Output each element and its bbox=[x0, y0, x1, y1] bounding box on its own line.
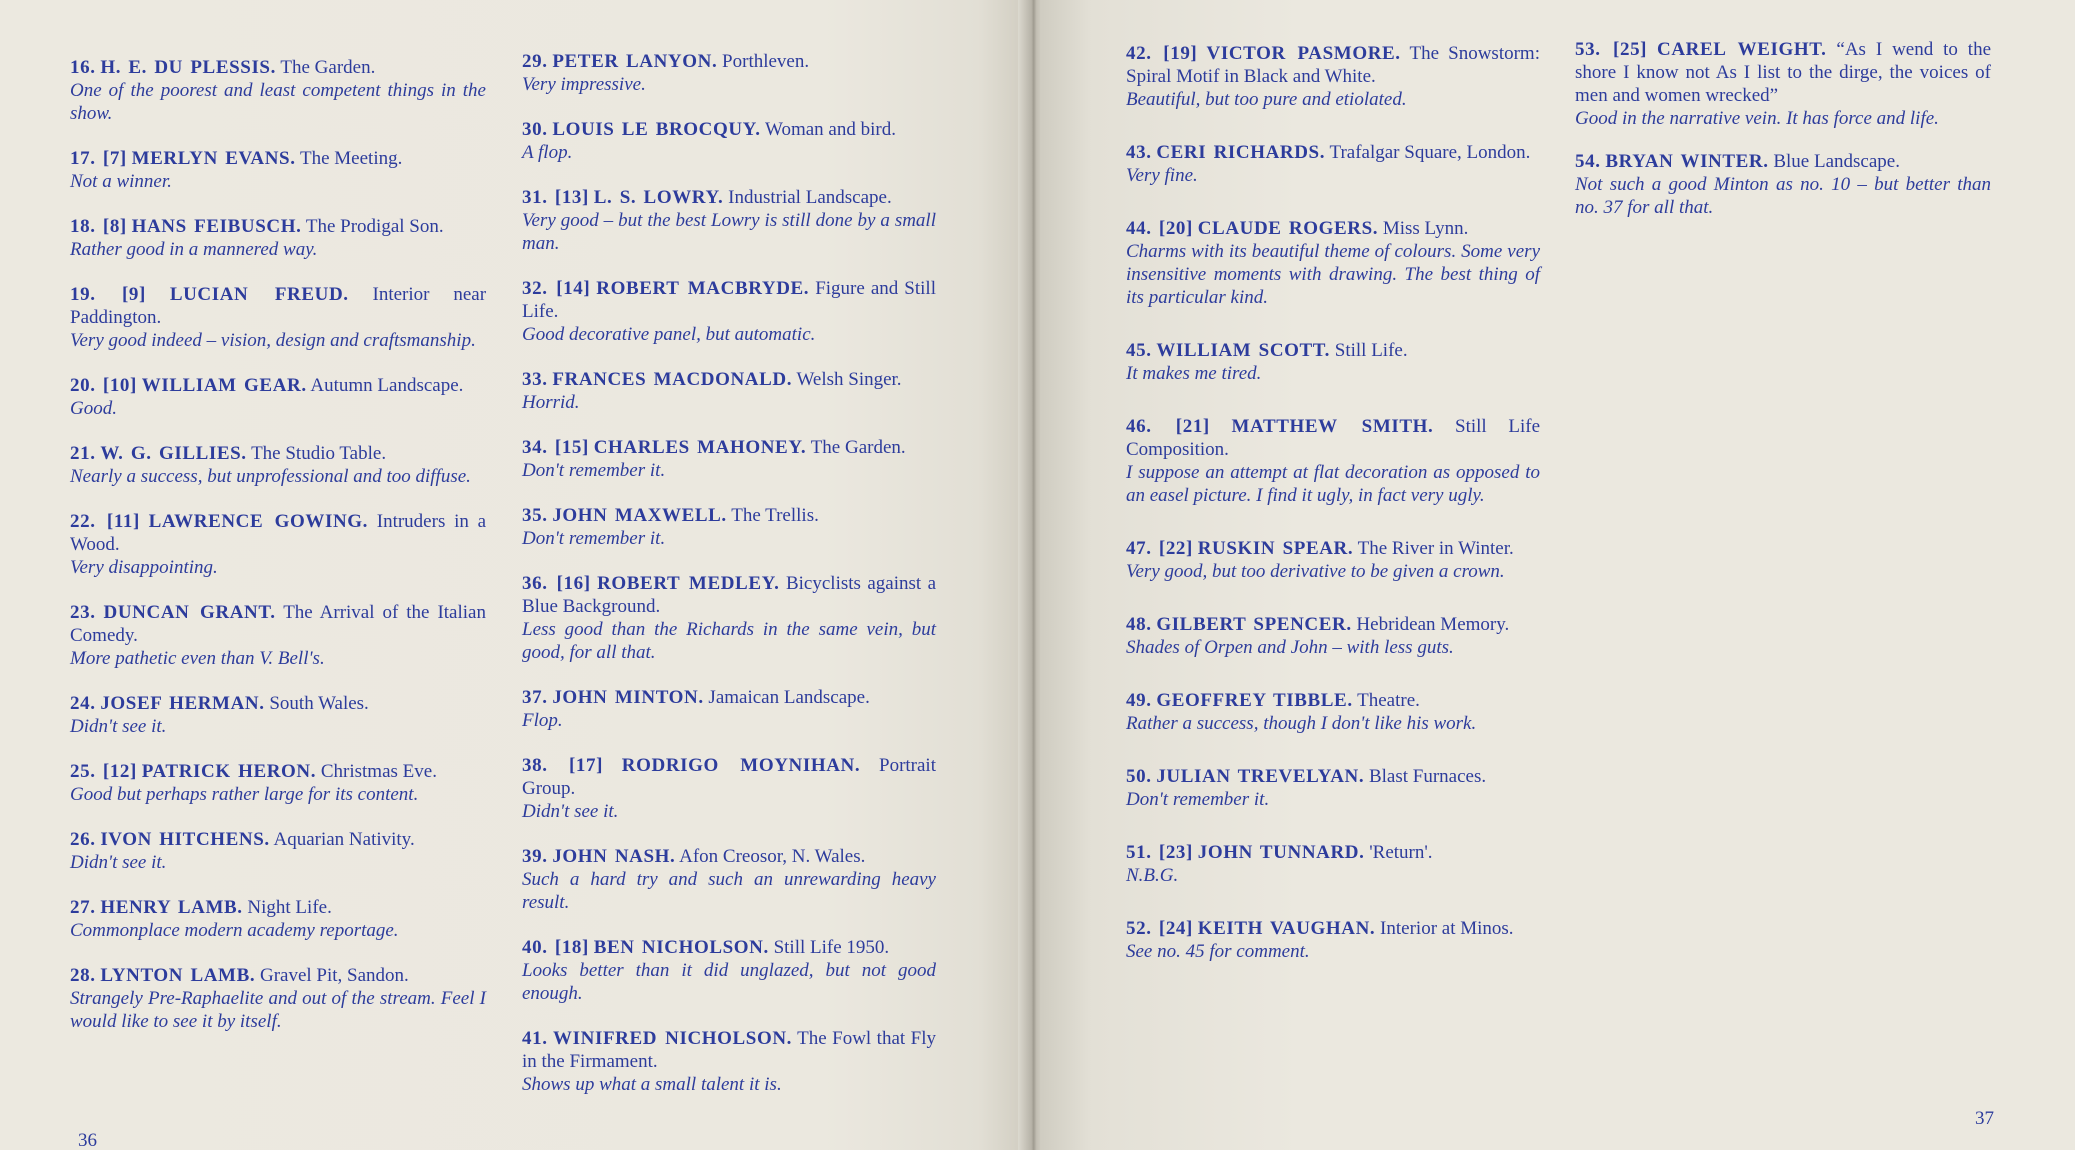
artwork-title: Industrial Landscape. bbox=[728, 187, 892, 208]
catalogue-entry bbox=[522, 845, 936, 914]
entry-number: 51. [23] bbox=[1126, 842, 1193, 863]
artist-name: CLAUDE ROGERS. bbox=[1197, 218, 1379, 239]
catalogue-entry bbox=[70, 896, 486, 942]
critic-comment: Don't remember it. bbox=[1126, 789, 1270, 810]
artwork-title: “As I wend to the shore I know not As I list to the dirge, the voices of men and women wrecked” bbox=[1575, 39, 1992, 106]
critic-comment: More pathetic even than V. Bell's. bbox=[70, 648, 325, 669]
artwork-title: South Wales. bbox=[269, 693, 369, 714]
entry-heading bbox=[1126, 339, 1540, 362]
artwork-title: The River in Winter. bbox=[1357, 538, 1514, 559]
critic-comment: Not such a good Minton as no. 10 – but better than no. 37 for all that. bbox=[1575, 174, 1991, 218]
critic-comment: Very fine. bbox=[1126, 165, 1198, 186]
artist-name: LAWRENCE GOWING. bbox=[148, 511, 368, 532]
critic-comment: Didn't see it. bbox=[70, 716, 167, 737]
critic-comment: See no. 45 for comment. bbox=[1126, 941, 1310, 962]
entry-heading bbox=[522, 436, 936, 459]
critic-comment: Good but perhaps rather large for its content. bbox=[70, 784, 419, 805]
entry-number: 50. bbox=[1126, 766, 1152, 787]
artwork-title: Autumn Landscape. bbox=[310, 375, 464, 396]
artwork-title: Night Life. bbox=[247, 897, 332, 918]
artist-name: W. G. GILLIES. bbox=[100, 443, 247, 464]
entry-number: 35. bbox=[522, 505, 548, 526]
catalogue-entry bbox=[70, 964, 486, 1033]
critic-comment: Commonplace modern academy reportage. bbox=[70, 920, 399, 941]
artist-name: PATRICK HERON. bbox=[141, 761, 317, 782]
catalogue-entry bbox=[522, 368, 936, 414]
artwork-title: Bicyclists against a Blue Background. bbox=[522, 573, 937, 617]
artist-name: LUCIAN FREUD. bbox=[169, 284, 349, 305]
artist-name: VICTOR PASMORE. bbox=[1206, 43, 1401, 64]
entry-heading bbox=[1126, 841, 1540, 864]
catalogue-entry bbox=[522, 118, 936, 164]
entry-heading bbox=[1126, 141, 1540, 164]
artist-name: MATTHEW SMITH. bbox=[1231, 416, 1434, 437]
artwork-title: Gravel Pit, Sandon. bbox=[259, 965, 409, 986]
artwork-title: The Snowstorm: Spiral Motif in Black and White. bbox=[1126, 43, 1540, 87]
artwork-title: Afon Creosor, N. Wales. bbox=[679, 846, 866, 867]
entry-heading bbox=[70, 692, 486, 715]
entry-number: 29. bbox=[522, 51, 548, 72]
artwork-title: Blue Landscape. bbox=[1773, 151, 1900, 172]
critic-comment: Less good than the Richards in the same vein, but good, for all that. bbox=[522, 619, 936, 663]
artwork-title: Miss Lynn. bbox=[1382, 218, 1469, 239]
artwork-title: Still Life Composition. bbox=[1126, 416, 1541, 460]
artwork-title: The Meeting. bbox=[299, 148, 403, 169]
entry-number: 19. [9] bbox=[70, 284, 146, 305]
entry-heading bbox=[522, 368, 936, 391]
left-page-column-2 bbox=[522, 50, 936, 1096]
critic-comment: Looks better than it did unglazed, but not good enough. bbox=[522, 960, 936, 1004]
artist-name: MERLYN EVANS. bbox=[131, 148, 296, 169]
entry-number: 38. [17] bbox=[522, 755, 603, 776]
critic-comment: One of the poorest and least competent things in the show. bbox=[70, 80, 486, 124]
critic-comment: Very good indeed – vision, design and craftsmanship. bbox=[70, 330, 476, 351]
artist-name: IVON HITCHENS. bbox=[100, 829, 270, 850]
artist-name: LOUIS LE BROCQUY. bbox=[552, 119, 761, 140]
critic-comment: Nearly a success, but unprofessional and too diffuse. bbox=[70, 466, 471, 487]
catalogue-entry bbox=[1126, 415, 1540, 507]
artwork-title: The Arrival of the Italian Comedy. bbox=[70, 602, 486, 646]
catalogue-entry bbox=[522, 936, 936, 1005]
entry-number: 17. [7] bbox=[70, 148, 127, 169]
entry-heading bbox=[70, 896, 486, 919]
artwork-title: Trafalgar Square, London. bbox=[1329, 142, 1531, 163]
entry-number: 54. bbox=[1575, 151, 1601, 172]
artwork-title: Blast Furnaces. bbox=[1368, 766, 1487, 787]
catalogue-entry bbox=[1126, 765, 1540, 811]
catalogue-entry bbox=[70, 601, 486, 670]
catalogue-entry bbox=[1126, 841, 1540, 887]
entry-heading bbox=[1126, 217, 1540, 240]
entry-number: 47. [22] bbox=[1126, 538, 1193, 559]
artwork-title: Woman and bird. bbox=[765, 119, 896, 140]
critic-comment: Not a winner. bbox=[70, 171, 172, 192]
entry-heading bbox=[1126, 415, 1540, 461]
artist-name: CAREL WEIGHT. bbox=[1657, 39, 1827, 60]
entry-heading bbox=[522, 277, 936, 323]
entry-heading bbox=[70, 964, 486, 987]
artist-name: JOHN MINTON. bbox=[552, 687, 704, 708]
artist-name: HANS FEIBUSCH. bbox=[131, 216, 302, 237]
entry-heading bbox=[522, 936, 936, 959]
entry-heading bbox=[70, 510, 486, 556]
entry-number: 53. [25] bbox=[1575, 39, 1648, 60]
entry-heading bbox=[1126, 42, 1540, 88]
entry-number: 45. bbox=[1126, 340, 1152, 361]
artwork-title: Portrait Group. bbox=[522, 755, 936, 799]
entry-heading bbox=[1126, 689, 1540, 712]
artist-name: WINIFRED NICHOLSON. bbox=[553, 1028, 793, 1049]
entry-number: 31. [13] bbox=[522, 187, 589, 208]
right-page bbox=[1040, 0, 2075, 1150]
entry-heading bbox=[1126, 917, 1540, 940]
catalogue-entry bbox=[70, 692, 486, 738]
critic-comment: Strangely Pre-Raphaelite and out of the stream. Feel I would like to see it by itself. bbox=[70, 988, 486, 1032]
catalogue-entry bbox=[522, 686, 936, 732]
artist-name: CERI RICHARDS. bbox=[1156, 142, 1326, 163]
entry-number: 49. bbox=[1126, 690, 1152, 711]
artist-name: RODRIGO MOYNIHAN. bbox=[621, 755, 861, 776]
artist-name: JULIAN TREVELYAN. bbox=[1156, 766, 1365, 787]
artist-name: ROBERT MACBRYDE. bbox=[596, 278, 810, 299]
artist-name: WILLIAM GEAR. bbox=[141, 375, 307, 396]
entry-heading bbox=[1126, 613, 1540, 636]
critic-comment: It makes me tired. bbox=[1126, 363, 1262, 384]
entry-number: 36. [16] bbox=[522, 573, 591, 594]
catalogue-entry bbox=[522, 1027, 936, 1096]
catalogue-entry bbox=[522, 50, 936, 96]
artwork-title: Still Life 1950. bbox=[773, 937, 890, 958]
entry-number: 18. [8] bbox=[70, 216, 127, 237]
artist-name: BRYAN WINTER. bbox=[1605, 151, 1769, 172]
entry-number: 39. bbox=[522, 846, 548, 867]
critic-comment: Such a hard try and such an unrewarding heavy result. bbox=[522, 869, 936, 913]
entry-heading bbox=[70, 760, 486, 783]
critic-comment: Shows up what a small talent it is. bbox=[522, 1074, 782, 1095]
artist-name: DUNCAN GRANT. bbox=[103, 602, 276, 623]
entry-heading bbox=[70, 283, 486, 329]
artwork-title: Intruders in a Wood. bbox=[70, 511, 487, 555]
entry-number: 32. [14] bbox=[522, 278, 591, 299]
entry-heading bbox=[70, 215, 486, 238]
critic-comment: A flop. bbox=[522, 142, 573, 163]
artist-name: RUSKIN SPEAR. bbox=[1197, 538, 1354, 559]
entry-number: 34. [15] bbox=[522, 437, 589, 458]
catalogue-entry bbox=[70, 374, 486, 420]
entry-number: 24. bbox=[70, 693, 96, 714]
artist-name: KEITH VAUGHAN. bbox=[1197, 918, 1376, 939]
artist-name: HENRY LAMB. bbox=[100, 897, 243, 918]
artwork-title: Hebridean Memory. bbox=[1356, 614, 1510, 635]
entry-number: 20. [10] bbox=[70, 375, 137, 396]
entry-number: 21. bbox=[70, 443, 96, 464]
right-page-column-1 bbox=[1126, 42, 1540, 963]
entry-heading bbox=[522, 1027, 936, 1073]
catalogue-entry bbox=[1126, 217, 1540, 309]
entry-heading bbox=[522, 754, 936, 800]
artist-name: FRANCES MACDONALD. bbox=[552, 369, 793, 390]
artwork-title: The Studio Table. bbox=[251, 443, 387, 464]
entry-heading bbox=[70, 601, 486, 647]
entry-heading bbox=[70, 828, 486, 851]
artwork-title: Jamaican Landscape. bbox=[708, 687, 870, 708]
catalogue-entry bbox=[70, 828, 486, 874]
artwork-title: Welsh Singer. bbox=[796, 369, 902, 390]
entry-heading bbox=[522, 504, 936, 527]
catalogue-entry bbox=[1126, 339, 1540, 385]
entry-heading bbox=[1126, 537, 1540, 560]
entry-heading bbox=[1575, 150, 1991, 173]
critic-comment: Charms with its beautiful theme of colours. Some very insensitive moments with drawing. The best thing of its particular kind. bbox=[1126, 241, 1540, 308]
artwork-title: Interior at Minos. bbox=[1380, 918, 1514, 939]
entry-number: 27. bbox=[70, 897, 96, 918]
artwork-title: The Fowl that Fly in the Firmament. bbox=[522, 1028, 936, 1072]
catalogue-entry bbox=[70, 215, 486, 261]
catalogue-entry bbox=[522, 186, 936, 255]
entry-number: 23. bbox=[70, 602, 96, 623]
entry-number: 22. [11] bbox=[70, 511, 140, 532]
critic-comment: Horrid. bbox=[522, 392, 580, 413]
critic-comment: Rather a success, though I don't like his work. bbox=[1126, 713, 1477, 734]
entry-number: 44. [20] bbox=[1126, 218, 1193, 239]
artwork-title: The Garden. bbox=[280, 57, 376, 78]
artist-name: JOHN TUNNARD. bbox=[1197, 842, 1365, 863]
critic-comment: Good in the narrative vein. It has force and life. bbox=[1575, 108, 1939, 129]
entry-heading bbox=[70, 374, 486, 397]
critic-comment: Beautiful, but too pure and etiolated. bbox=[1126, 89, 1407, 110]
catalogue-entry bbox=[1126, 537, 1540, 583]
artist-name: JOHN NASH. bbox=[552, 846, 676, 867]
critic-comment: Good decorative panel, but automatic. bbox=[522, 324, 816, 345]
catalogue-entry bbox=[1126, 917, 1540, 963]
catalogue-entry bbox=[70, 147, 486, 193]
artist-name: LYNTON LAMB. bbox=[100, 965, 256, 986]
entry-number: 26. bbox=[70, 829, 96, 850]
catalogue-entry bbox=[1575, 150, 1991, 219]
critic-comment: Don't remember it. bbox=[522, 460, 666, 481]
critic-comment: Shades of Orpen and John – with less guts. bbox=[1126, 637, 1454, 658]
entry-heading bbox=[522, 50, 936, 73]
entry-heading bbox=[522, 186, 936, 209]
entry-number: 43. bbox=[1126, 142, 1152, 163]
critic-comment: Very impressive. bbox=[522, 74, 646, 95]
entry-heading bbox=[522, 686, 936, 709]
entry-number: 42. [19] bbox=[1126, 43, 1198, 64]
entry-number: 41. bbox=[522, 1028, 548, 1049]
entry-number: 28. bbox=[70, 965, 96, 986]
entry-heading bbox=[522, 845, 936, 868]
critic-comment: Don't remember it. bbox=[522, 528, 666, 549]
catalogue-entry bbox=[522, 504, 936, 550]
critic-comment: Flop. bbox=[522, 710, 563, 731]
artist-name: JOHN MAXWELL. bbox=[552, 505, 727, 526]
artwork-title: Still Life. bbox=[1334, 340, 1408, 361]
catalogue-entry bbox=[1126, 141, 1540, 187]
entry-heading bbox=[70, 56, 486, 79]
entry-number: 52. [24] bbox=[1126, 918, 1193, 939]
artist-name: WILLIAM SCOTT. bbox=[1156, 340, 1331, 361]
left-page-column-1 bbox=[70, 56, 486, 1033]
critic-comment: Very disappointing. bbox=[70, 557, 218, 578]
entry-heading bbox=[70, 442, 486, 465]
critic-comment: Didn't see it. bbox=[70, 852, 167, 873]
critic-comment: Very good, but too derivative to be given a crown. bbox=[1126, 561, 1505, 582]
artwork-title: The Prodigal Son. bbox=[305, 216, 444, 237]
page-number-right: 37 bbox=[1975, 1108, 1994, 1129]
catalogue-entry bbox=[70, 56, 486, 125]
entry-number: 30. bbox=[522, 119, 548, 140]
artwork-title: Interior near Paddington. bbox=[70, 284, 487, 328]
entry-heading bbox=[522, 572, 936, 618]
catalogue-entry bbox=[1126, 42, 1540, 111]
artist-name: JOSEF HERMAN. bbox=[100, 693, 265, 714]
artwork-title: Porthleven. bbox=[722, 51, 810, 72]
entry-number: 46. [21] bbox=[1126, 416, 1210, 437]
catalogue-entry bbox=[1126, 689, 1540, 735]
left-page bbox=[0, 0, 1030, 1150]
catalogue-entry bbox=[522, 572, 936, 664]
artist-name: BEN NICHOLSON. bbox=[593, 937, 769, 958]
artwork-title: 'Return'. bbox=[1369, 842, 1433, 863]
artist-name: L. S. LOWRY. bbox=[593, 187, 724, 208]
entry-heading bbox=[1575, 38, 1991, 107]
critic-comment: Didn't see it. bbox=[522, 801, 619, 822]
artist-name: CHARLES MAHONEY. bbox=[593, 437, 807, 458]
artist-name: PETER LANYON. bbox=[552, 51, 718, 72]
artwork-title: The Garden. bbox=[810, 437, 906, 458]
critic-comment: Very good – but the best Lowry is still done by a small man. bbox=[522, 210, 936, 254]
entry-number: 37. bbox=[522, 687, 548, 708]
critic-comment: I suppose an attempt at flat decoration as opposed to an easel picture. I find it ugly, in fact very ugly. bbox=[1126, 462, 1540, 506]
catalogue-entry bbox=[522, 277, 936, 346]
catalogue-entry bbox=[70, 510, 486, 579]
entry-number: 25. [12] bbox=[70, 761, 137, 782]
catalogue-entry bbox=[1575, 38, 1991, 130]
artwork-title: The Trellis. bbox=[731, 505, 819, 526]
catalogue-entry bbox=[70, 283, 486, 352]
critic-comment: N.B.G. bbox=[1126, 865, 1179, 886]
entry-number: 33. bbox=[522, 369, 548, 390]
catalogue-entry bbox=[1126, 613, 1540, 659]
catalogue-entry bbox=[70, 760, 486, 806]
catalogue-entry bbox=[522, 436, 936, 482]
entry-heading bbox=[1126, 765, 1540, 788]
entry-number: 16. bbox=[70, 57, 96, 78]
critic-comment: Good. bbox=[70, 398, 117, 419]
right-page-column-2 bbox=[1575, 38, 1991, 219]
entry-heading bbox=[70, 147, 486, 170]
entry-number: 48. bbox=[1126, 614, 1152, 635]
entry-number: 40. [18] bbox=[522, 937, 589, 958]
catalogue-entry bbox=[522, 754, 936, 823]
artwork-title: Aquarian Nativity. bbox=[273, 829, 415, 850]
artist-name: GEOFFREY TIBBLE. bbox=[1156, 690, 1353, 711]
artist-name: ROBERT MEDLEY. bbox=[597, 573, 780, 594]
artwork-title: Figure and Still Life. bbox=[522, 278, 936, 322]
catalogue-entry bbox=[70, 442, 486, 488]
entry-heading bbox=[522, 118, 936, 141]
artist-name: GILBERT SPENCER. bbox=[1156, 614, 1352, 635]
critic-comment: Rather good in a mannered way. bbox=[70, 239, 318, 260]
artist-name: H. E. DU PLESSIS. bbox=[100, 57, 276, 78]
artwork-title: Theatre. bbox=[1357, 690, 1420, 711]
page-number-left: 36 bbox=[78, 1130, 97, 1150]
artwork-title: Christmas Eve. bbox=[320, 761, 437, 782]
